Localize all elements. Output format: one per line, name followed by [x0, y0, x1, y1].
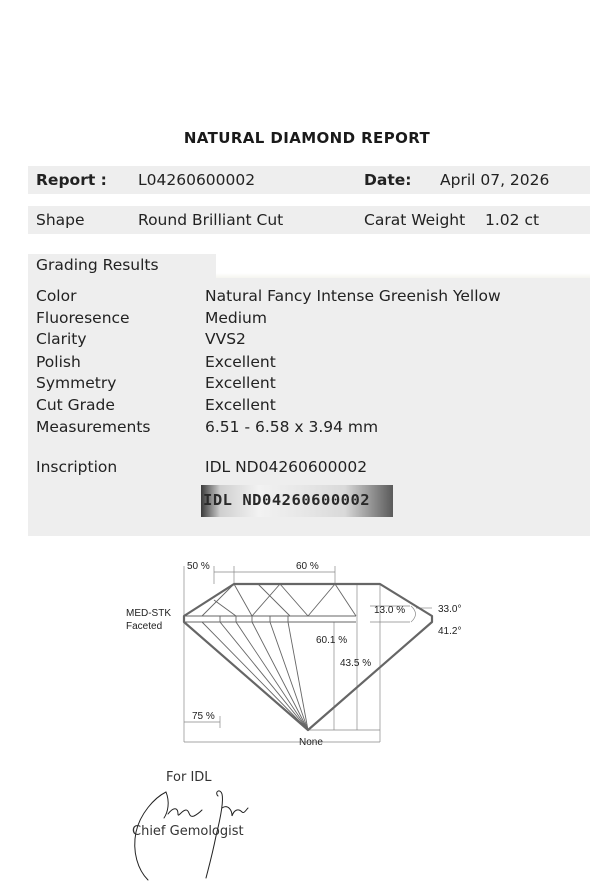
inscription-label: Inscription [36, 458, 118, 476]
diamond-proportions-diagram [120, 556, 480, 756]
table-pct-label: 60 % [296, 561, 319, 572]
date-label: Date: [364, 171, 412, 189]
shape-band [28, 206, 590, 234]
total-depth-label: 60.1 % [316, 635, 348, 646]
shape-value: Round Brilliant Cut [138, 211, 284, 229]
report-label: Report : [36, 171, 107, 189]
clarity-value: VVS2 [205, 330, 246, 348]
date-value: April 07, 2026 [440, 171, 550, 189]
grading-results-tab [28, 254, 216, 278]
girdle-label: MED-STK [126, 608, 171, 619]
grading-results-panel [28, 278, 590, 536]
cut-grade-label: Cut Grade [36, 396, 115, 414]
measurements-label: Measurements [36, 418, 151, 436]
polish-value: Excellent [205, 353, 276, 371]
cut-grade-value: Excellent [205, 396, 276, 414]
for-idl-label: For IDL [166, 770, 212, 785]
color-label: Color [36, 287, 77, 305]
shape-label: Shape [36, 211, 85, 229]
carat-label: Carat Weight [364, 211, 466, 229]
pavilion-angle-label: 41.2° [438, 626, 462, 637]
color-value: Natural Fancy Intense Greenish Yellow [205, 287, 501, 305]
crown-height-pct-label: 50 % [187, 561, 210, 572]
polish-label: Polish [36, 353, 81, 371]
report-header-band [28, 166, 590, 194]
fluorescence-value: Medium [205, 309, 267, 327]
inscription-photo-text: IDL ND04260600002 [203, 491, 371, 509]
report-number: L04260600002 [138, 171, 256, 189]
fluorescence-label: Fluoresence [36, 309, 130, 327]
inscription-photo [201, 485, 393, 517]
grading-results-title: Grading Results [36, 256, 159, 274]
carat-value: 1.02 ct [485, 211, 540, 229]
inscription-value: IDL ND04260600002 [205, 458, 368, 476]
report-title: NATURAL DIAMOND REPORT [183, 129, 431, 147]
pavilion-depth-label: 43.5 % [340, 658, 372, 669]
clarity-label: Clarity [36, 330, 87, 348]
girdle-finish-label: Faceted [126, 621, 163, 632]
crown-height-label: 13.0 % [374, 605, 406, 616]
culet-label: None [299, 737, 323, 748]
lower-half-label: 75 % [192, 711, 215, 722]
symmetry-value: Excellent [205, 374, 276, 392]
chief-gemologist-label: Chief Gemologist [132, 824, 244, 839]
signature-block [128, 766, 288, 886]
symmetry-label: Symmetry [36, 374, 117, 392]
crown-angle-label: 33.0° [438, 604, 462, 615]
measurements-value: 6.51 - 6.58 x 3.94 mm [205, 418, 379, 436]
